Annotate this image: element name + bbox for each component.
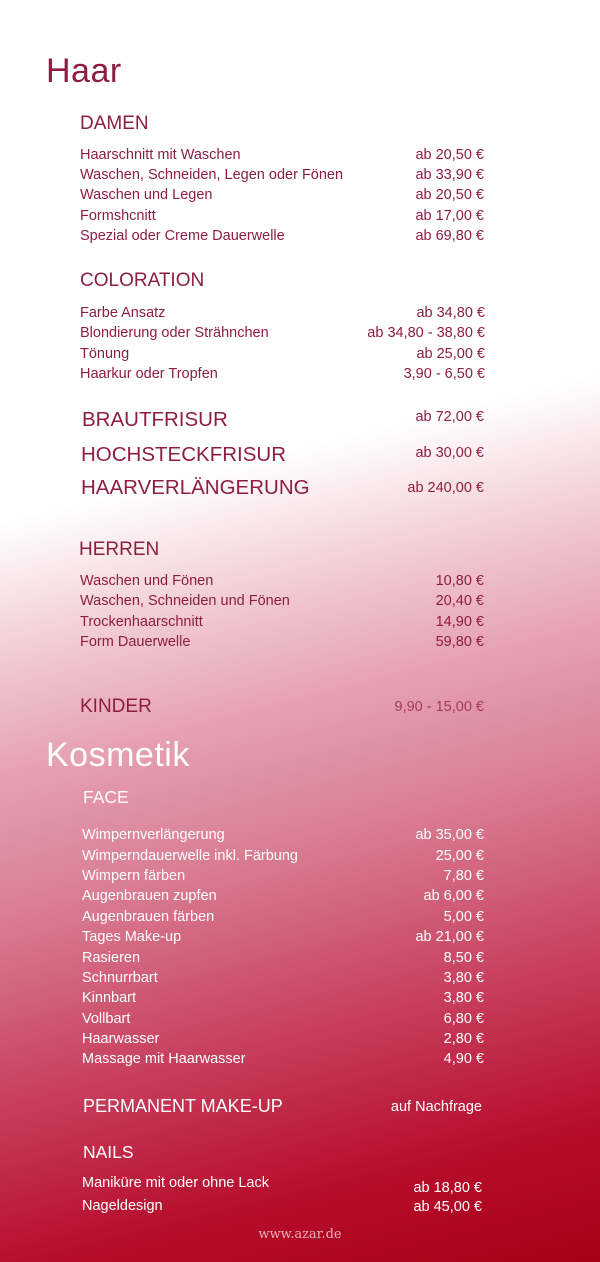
price-row — [80, 167, 484, 187]
price-row — [80, 614, 484, 634]
service-price: 7,80 € — [443, 868, 484, 884]
price-row — [82, 970, 484, 990]
service-label: Wimperndauerwelle inkl. Färbung — [82, 848, 298, 864]
service-price: ab 21,00 € — [415, 929, 484, 945]
service-label: Waschen, Schneiden und Fönen — [80, 593, 290, 609]
price-permanent-makeup: auf Nachfrage — [390, 1099, 482, 1115]
price-row — [80, 228, 484, 248]
heading-herren: HERREN — [79, 539, 160, 560]
price-row — [80, 634, 484, 654]
section-title-kosmetik: Kosmetik — [46, 736, 190, 774]
heading-face: FACE — [83, 787, 129, 807]
service-price: 59,80 € — [435, 634, 484, 650]
price-row — [80, 305, 485, 325]
service-price: 2,80 € — [443, 1031, 484, 1047]
price-row — [82, 827, 484, 847]
service-price: ab 34,80 € — [416, 305, 485, 321]
price-row — [82, 1031, 484, 1051]
heading-haarverlaengerung: HAARVERLÄNGERUNG — [81, 476, 310, 499]
price-row — [80, 366, 485, 386]
footer-url: www.azar.de — [258, 1227, 342, 1242]
service-label: Haarwasser — [82, 1031, 160, 1047]
service-price: 8,50 € — [443, 950, 484, 966]
service-label: Spezial oder Creme Dauerwelle — [80, 228, 285, 244]
price-row — [82, 1051, 484, 1071]
heading-hochsteckfrisur: HOCHSTECKFRISUR — [81, 443, 287, 466]
service-price: ab 35,00 € — [415, 827, 484, 843]
service-label: Tönung — [80, 346, 130, 362]
price-hochsteckfrisur: ab 30,00 € — [415, 445, 484, 461]
service-label: Nageldesign — [82, 1198, 163, 1214]
service-label: Wimpernverlängerung — [82, 827, 225, 843]
service-price: 4,90 € — [443, 1051, 484, 1067]
service-label: Farbe Ansatz — [80, 305, 166, 321]
price-row — [80, 325, 485, 345]
service-label: Vollbart — [82, 1011, 131, 1027]
service-price: ab 20,50 € — [415, 187, 484, 203]
service-price: ab 25,00 € — [416, 346, 485, 362]
service-price: 10,80 € — [435, 573, 484, 589]
service-price: ab 20,50 € — [415, 147, 484, 163]
service-price: ab 69,80 € — [415, 228, 484, 244]
price-brautfrisur: ab 72,00 € — [415, 409, 484, 425]
service-price: ab 6,00 € — [423, 888, 484, 904]
service-price: ab 17,00 € — [415, 208, 484, 224]
service-label: Waschen, Schneiden, Legen oder Fönen — [80, 167, 344, 183]
heading-brautfrisur: BRAUTFRISUR — [82, 408, 228, 431]
service-price: 25,00 € — [435, 848, 484, 864]
heading-coloration: COLORATION — [80, 270, 205, 291]
service-label: Haarkur oder Tropfen — [80, 366, 218, 382]
price-row — [82, 990, 484, 1010]
service-label: Rasieren — [82, 950, 141, 966]
service-label: Haarschnitt mit Waschen — [80, 147, 241, 163]
service-label: Tages Make-up — [82, 929, 182, 945]
price-row — [80, 593, 484, 613]
service-label: Formshcnitt — [80, 208, 156, 224]
heading-nails: NAILS — [83, 1142, 134, 1162]
service-price: 20,40 € — [435, 593, 484, 609]
service-label: Maniküre mit oder ohne Lack — [82, 1175, 269, 1191]
service-price: ab 18,80 € — [413, 1180, 482, 1196]
service-label: Waschen und Fönen — [80, 573, 214, 589]
service-label: Wimpern färben — [82, 868, 186, 884]
heading-damen: DAMEN — [80, 113, 149, 134]
service-label: Blondierung oder Strähnchen — [80, 325, 269, 341]
price-row — [80, 147, 484, 167]
price-row — [82, 868, 484, 888]
service-price: ab 33,90 € — [415, 167, 484, 183]
price-row — [80, 346, 485, 366]
service-label: Schnurrbart — [82, 970, 158, 986]
service-label: Form Dauerwelle — [80, 634, 191, 650]
price-row — [82, 929, 484, 949]
price-row — [82, 848, 484, 868]
price-row — [80, 208, 484, 228]
price-row — [82, 909, 484, 929]
price-haarverlaengerung: ab 240,00 € — [407, 480, 484, 496]
section-title-haar: Haar — [46, 52, 122, 90]
price-row — [82, 1011, 484, 1031]
service-price: ab 45,00 € — [413, 1199, 482, 1215]
service-price: 14,90 € — [435, 614, 484, 630]
service-price: 3,80 € — [443, 990, 484, 1006]
price-row — [82, 888, 484, 908]
service-label: Waschen und Legen — [80, 187, 213, 203]
service-label: Trockenhaarschnitt — [80, 614, 203, 630]
service-label: Massage mit Haarwasser — [82, 1051, 246, 1067]
price-row — [80, 187, 484, 207]
heading-permanent-makeup: PERMANENT MAKE-UP — [83, 1096, 283, 1116]
service-price: ab 34,80 - 38,80 € — [367, 325, 485, 341]
service-price: 3,80 € — [443, 970, 484, 986]
service-price: 6,80 € — [443, 1011, 484, 1027]
heading-kinder: KINDER — [80, 696, 152, 717]
service-price: 5,00 € — [443, 909, 484, 925]
price-kinder: 9,90 - 15,00 € — [394, 699, 484, 715]
service-label: Kinnbart — [82, 990, 137, 1006]
service-price: 3,90 - 6,50 € — [403, 366, 485, 382]
price-row — [82, 950, 484, 970]
service-label: Augenbrauen zupfen — [82, 888, 217, 904]
price-row — [80, 573, 484, 593]
service-label: Augenbrauen färben — [82, 909, 215, 925]
